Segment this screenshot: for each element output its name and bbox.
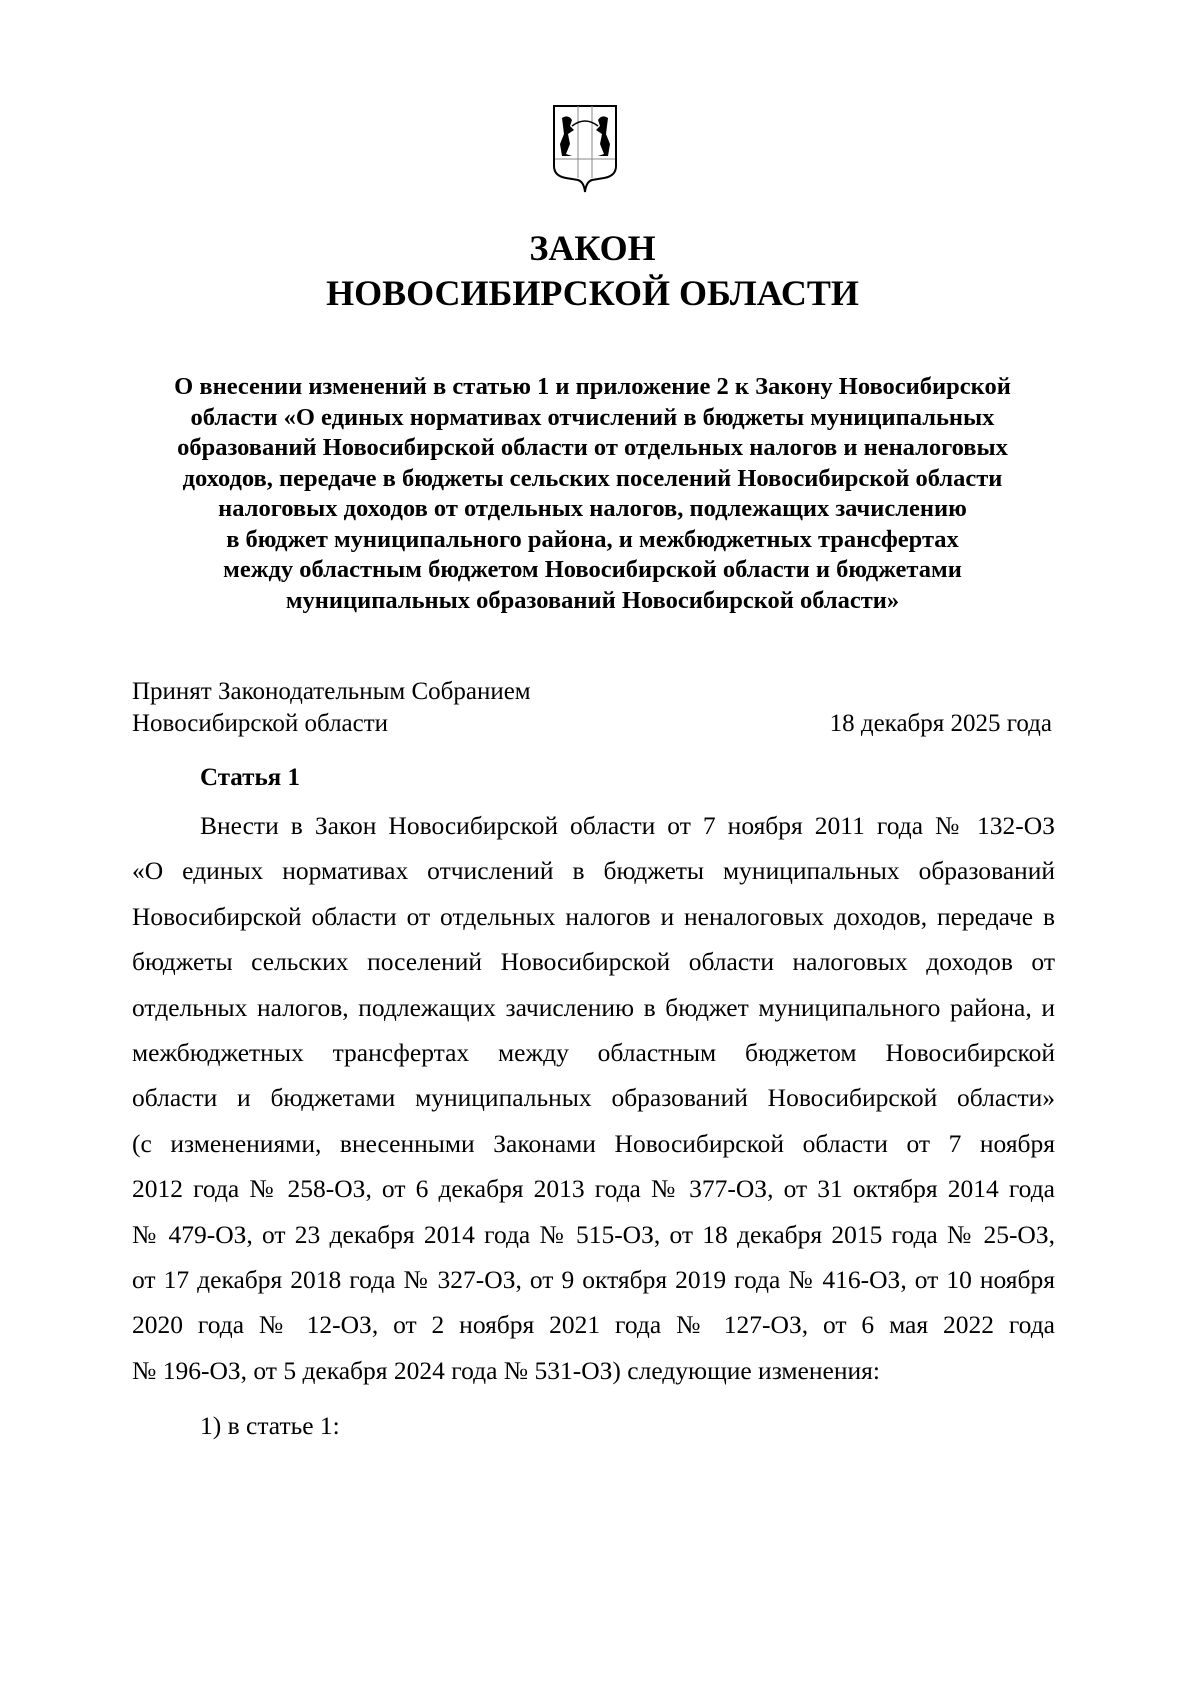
subtitle-line: образований Новосибирской области от отдельных налогов и неналоговых: [177, 434, 1008, 461]
adopted-line-1: Принят Законодательным Собранием: [132, 678, 531, 705]
subtitle-line: доходов, передаче в бюджеты сельских поселений Новосибирской области: [182, 464, 1003, 492]
body-line: бюджеты сельских поселений Новосибирской области налоговых доходов от: [132, 947, 1055, 977]
subtitle-line: области «О единых нормативах отчислений в бюджеты муниципальных: [190, 403, 995, 431]
list-item-1: 1) в статье 1:: [200, 1411, 340, 1440]
body-line: от 17 декабря 2018 года № 327-ОЗ, от 9 октября 2019 года № 416-ОЗ, от 10 ноября: [132, 1264, 1055, 1294]
title-line-1: ЗАКОН: [529, 228, 656, 268]
subtitle-line: между областным бюджетом Новосибирской области и бюджетами: [223, 556, 962, 583]
subtitle-line: налоговых доходов от отдельных налогов, подлежащих зачислению: [218, 495, 967, 522]
law-subtitle: [130, 372, 1055, 616]
body-line: отдельных налогов, подлежащих зачислению в бюджет муниципального района, и: [132, 992, 1055, 1022]
adopted-by: [132, 676, 531, 740]
body-line: № 479-ОЗ, от 23 декабря 2014 года № 515-ОЗ, от 18 декабря 2015 года № 25-ОЗ,: [132, 1219, 1055, 1249]
adoption-date: 18 декабря 2025 года: [829, 710, 1052, 737]
subtitle-line: муниципальных образований Новосибирской области»: [285, 586, 900, 614]
body-line: Новосибирской области от отдельных налогов и неналоговых доходов, передаче в: [132, 901, 1055, 931]
subtitle-line: в бюджет муниципального района, и межбюджетных трансфертах: [226, 525, 959, 553]
body-line: Внести в Закон Новосибирской области от 7 ноября 2011 года № 132-ОЗ: [200, 811, 1055, 840]
body-line: 2012 года № 258-ОЗ, от 6 декабря 2013 года № 377-ОЗ, от 31 октября 2014 года: [132, 1174, 1055, 1204]
body-line: области и бюджетами муниципальных образований Новосибирской области»: [132, 1083, 1055, 1113]
body-line: межбюджетных трансфертах между областным бюджетом Новосибирской: [132, 1037, 1055, 1067]
body-line: 2020 года № 12-ОЗ, от 2 ноября 2021 года № 127-ОЗ, от 6 мая 2022 года: [132, 1310, 1055, 1340]
body-line: «О единых нормативах отчислений в бюджеты муниципальных образований: [132, 856, 1055, 886]
body-line: (с изменениями, внесенными Законами Новосибирской области от 7 ноября: [132, 1128, 1055, 1158]
law-title: [0, 226, 1185, 316]
coat-of-arms-icon: [552, 104, 618, 196]
article-body: [132, 808, 1055, 1398]
article-heading: Статья 1: [200, 764, 300, 791]
title-line-2: НОВОСИБИРСКОЙ ОБЛАСТИ: [326, 273, 859, 313]
body-line: № 196-ОЗ, от 5 декабря 2024 года № 531-ОЗ) следующие изменения:: [132, 1355, 880, 1385]
adopted-line-2: Новосибирской области: [132, 710, 389, 737]
subtitle-line: О внесении изменений в статью 1 и приложение 2 к Закону Новосибирской: [174, 373, 1011, 400]
